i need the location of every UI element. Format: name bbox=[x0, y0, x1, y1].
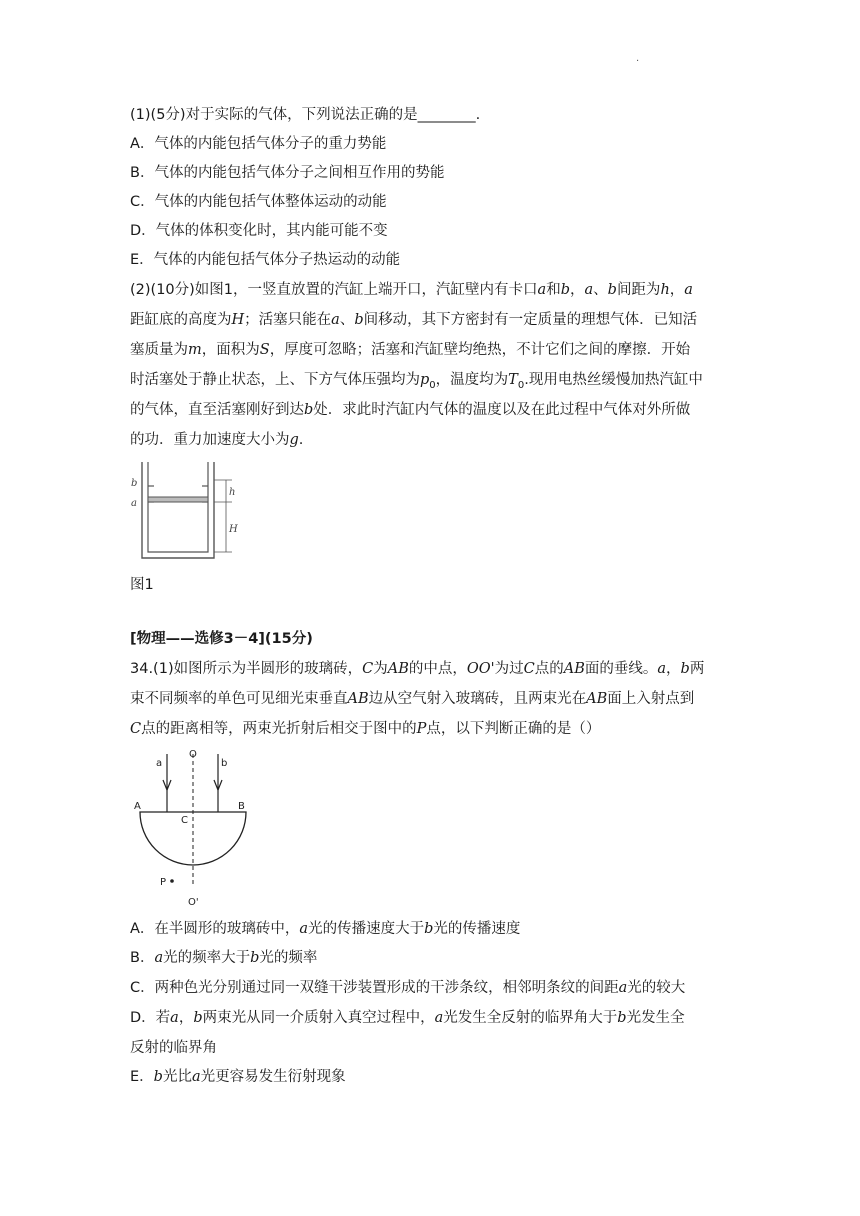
symbol: p bbox=[420, 372, 430, 388]
text: 间距为 bbox=[616, 282, 661, 298]
symbol: a bbox=[434, 1010, 444, 1026]
q34-option-b bbox=[130, 947, 317, 969]
symbol: b bbox=[680, 661, 690, 677]
text: ，温度均为 bbox=[435, 372, 509, 388]
text: ， bbox=[669, 282, 685, 298]
text: E． bbox=[130, 1069, 154, 1085]
text: ， bbox=[178, 1010, 194, 1026]
text: ，厚度可忽略；活塞和汽缸壁均绝热，不计它们之间的摩擦．开始 bbox=[269, 342, 691, 358]
symbol: AB bbox=[347, 691, 369, 707]
label-C: C bbox=[181, 815, 188, 826]
cylinder-outer-wall bbox=[142, 462, 214, 558]
text: 光发生全 bbox=[626, 1010, 685, 1026]
section-header: [物理——选修3－4](15分) bbox=[130, 631, 313, 647]
text: 束不同频率的单色可见细光束垂直 bbox=[130, 691, 348, 707]
q34-line-2 bbox=[130, 688, 694, 710]
point-p bbox=[170, 879, 174, 883]
text: 点的距离相等，两束光折射后相交于图中的 bbox=[141, 721, 417, 737]
symbol: T bbox=[508, 372, 518, 388]
text: 为 bbox=[373, 661, 388, 677]
text: 处．求此时汽缸内气体的温度以及在此过程中气体对外所做 bbox=[313, 402, 691, 418]
q1-option-e: E．气体的内能包括气体分子热运动的动能 bbox=[130, 252, 401, 268]
semicircle-glass-figure bbox=[128, 746, 258, 908]
text: C．两种色光分别通过同一双缝干涉装置形成的干涉条纹，相邻明条纹的间距 bbox=[130, 980, 619, 996]
symbol: b bbox=[153, 1069, 163, 1085]
text: 点的 bbox=[534, 661, 564, 677]
text: 边从空气射入玻璃砖，且两束光在 bbox=[368, 691, 587, 707]
symbol: b bbox=[193, 1010, 203, 1026]
text: 光的传播速度大于 bbox=[308, 921, 425, 937]
symbol: a bbox=[170, 1010, 179, 1026]
symbol: S bbox=[259, 342, 270, 358]
symbol: a bbox=[299, 921, 309, 937]
symbol: P bbox=[416, 721, 427, 737]
text: ， bbox=[666, 661, 681, 677]
text: 光的频率大于 bbox=[163, 950, 251, 966]
q1-option-a: A．气体的内能包括气体分子的重力势能 bbox=[130, 136, 387, 152]
label-H: H bbox=[229, 524, 238, 535]
symbol: m bbox=[188, 342, 202, 358]
symbol: a bbox=[537, 282, 547, 298]
text: 的中点， bbox=[408, 661, 467, 677]
text: 的气体，直至活塞刚好到达 bbox=[130, 402, 304, 418]
text: 面的垂线。 bbox=[584, 661, 658, 677]
q34-option-d bbox=[130, 1007, 685, 1029]
text: 两束光从同一介质射入真空过程中， bbox=[202, 1010, 435, 1026]
cylinder-inner-wall bbox=[148, 462, 208, 552]
text: ；活塞只能在 bbox=[244, 312, 332, 328]
q2-line-1 bbox=[130, 279, 693, 301]
text: 面上入射点到 bbox=[607, 691, 695, 707]
label-h: h bbox=[229, 487, 236, 498]
page-dot: · bbox=[636, 56, 640, 67]
text: 的功．重力加速度大小为 bbox=[130, 432, 290, 448]
text: .现用电热丝缓慢加热汽缸中 bbox=[524, 372, 703, 388]
subscript: 0 bbox=[517, 379, 525, 391]
q2-line-4 bbox=[130, 369, 703, 397]
text: 塞质量为 bbox=[130, 342, 188, 358]
q2-line-5 bbox=[130, 399, 690, 421]
symbol: a bbox=[331, 312, 340, 328]
symbol: b bbox=[607, 282, 617, 298]
q34-line-3 bbox=[130, 718, 600, 740]
symbol: a bbox=[657, 661, 667, 677]
symbol: a bbox=[618, 980, 628, 996]
q34-option-d-cont: 反射的临界角 bbox=[130, 1040, 217, 1056]
symbol: h bbox=[660, 282, 670, 298]
text: ，面积为 bbox=[201, 342, 260, 358]
text: 为过 bbox=[494, 661, 524, 677]
q1-option-b: B．气体的内能包括气体分子之间相互作用的势能 bbox=[130, 165, 445, 181]
text: 、 bbox=[593, 282, 608, 298]
symbol: H bbox=[231, 312, 245, 328]
label-b: b bbox=[131, 478, 138, 489]
label-A: A bbox=[134, 801, 141, 812]
text: 间移动，其下方密封有一定质量的理想气体．已知活 bbox=[363, 312, 698, 328]
symbol: AB bbox=[586, 691, 608, 707]
text: 和 bbox=[546, 282, 561, 298]
q34-option-a bbox=[130, 918, 520, 940]
label-O: O bbox=[189, 749, 197, 760]
text: 光的较大 bbox=[627, 980, 686, 996]
symbol: C bbox=[130, 721, 142, 737]
symbol: b bbox=[617, 1010, 627, 1026]
symbol: b bbox=[304, 402, 314, 418]
text: 、 bbox=[339, 312, 355, 328]
symbol: g bbox=[289, 432, 299, 448]
symbol: b bbox=[424, 921, 434, 937]
text: D．若 bbox=[130, 1010, 171, 1026]
symbol: b bbox=[354, 312, 364, 328]
text: 光发生全反射的临界角大于 bbox=[443, 1010, 618, 1026]
text: (2)(10分)如图1，一竖直放置的汽缸上端开口，汽缸壁内有卡口 bbox=[130, 282, 538, 298]
symbol: AB bbox=[387, 661, 409, 677]
symbol: a bbox=[154, 950, 164, 966]
text: 点，以下判断正确的是（） bbox=[426, 721, 601, 737]
q1-option-d: D．气体的体积变化时，其内能可能不变 bbox=[130, 223, 388, 239]
text: 距缸底的高度为 bbox=[130, 312, 232, 328]
text: 两 bbox=[689, 661, 705, 677]
text: 时活塞处于静止状态，上、下方气体压强均为 bbox=[130, 372, 420, 388]
symbol: OO' bbox=[466, 661, 495, 677]
label-a: a bbox=[156, 758, 163, 769]
label-B: B bbox=[238, 801, 245, 812]
label-a: a bbox=[131, 498, 137, 509]
symbol: a bbox=[191, 1069, 201, 1085]
text: 光比 bbox=[162, 1069, 192, 1085]
text: A．在半圆形的玻璃砖中， bbox=[130, 921, 300, 937]
symbol: C bbox=[362, 661, 374, 677]
text: 光的传播速度 bbox=[433, 921, 521, 937]
text: B． bbox=[130, 950, 155, 966]
text: . bbox=[298, 432, 304, 448]
text: 光的频率 bbox=[259, 950, 318, 966]
subscript: 0 bbox=[429, 379, 436, 391]
symbol: C bbox=[523, 661, 535, 677]
text: ， bbox=[569, 282, 585, 298]
text: 光更容易发生衍射现象 bbox=[200, 1069, 346, 1085]
q1-stem: (1)(5分)对于实际的气体，下列说法正确的是________. bbox=[130, 107, 481, 123]
label-O-prime: O' bbox=[188, 897, 199, 908]
label-b: b bbox=[221, 758, 228, 769]
q2-line-3 bbox=[130, 339, 690, 361]
q2-line-6 bbox=[130, 429, 303, 451]
figure-1-caption: 图1 bbox=[130, 577, 154, 593]
cylinder-figure bbox=[128, 460, 248, 565]
text: 34.(1)如图所示为半圆形的玻璃砖， bbox=[130, 661, 363, 677]
symbol: AB bbox=[563, 661, 585, 677]
piston bbox=[148, 497, 208, 502]
symbol: b bbox=[250, 950, 260, 966]
q2-line-2 bbox=[130, 309, 697, 331]
symbol: b bbox=[560, 282, 570, 298]
symbol: a bbox=[684, 282, 693, 298]
symbol: a bbox=[584, 282, 594, 298]
q34-option-e bbox=[130, 1066, 346, 1088]
q1-option-c: C．气体的内能包括气体整体运动的动能 bbox=[130, 194, 387, 210]
q34-option-c bbox=[130, 977, 685, 999]
label-P: P bbox=[160, 877, 167, 888]
q34-line-1 bbox=[130, 658, 704, 680]
